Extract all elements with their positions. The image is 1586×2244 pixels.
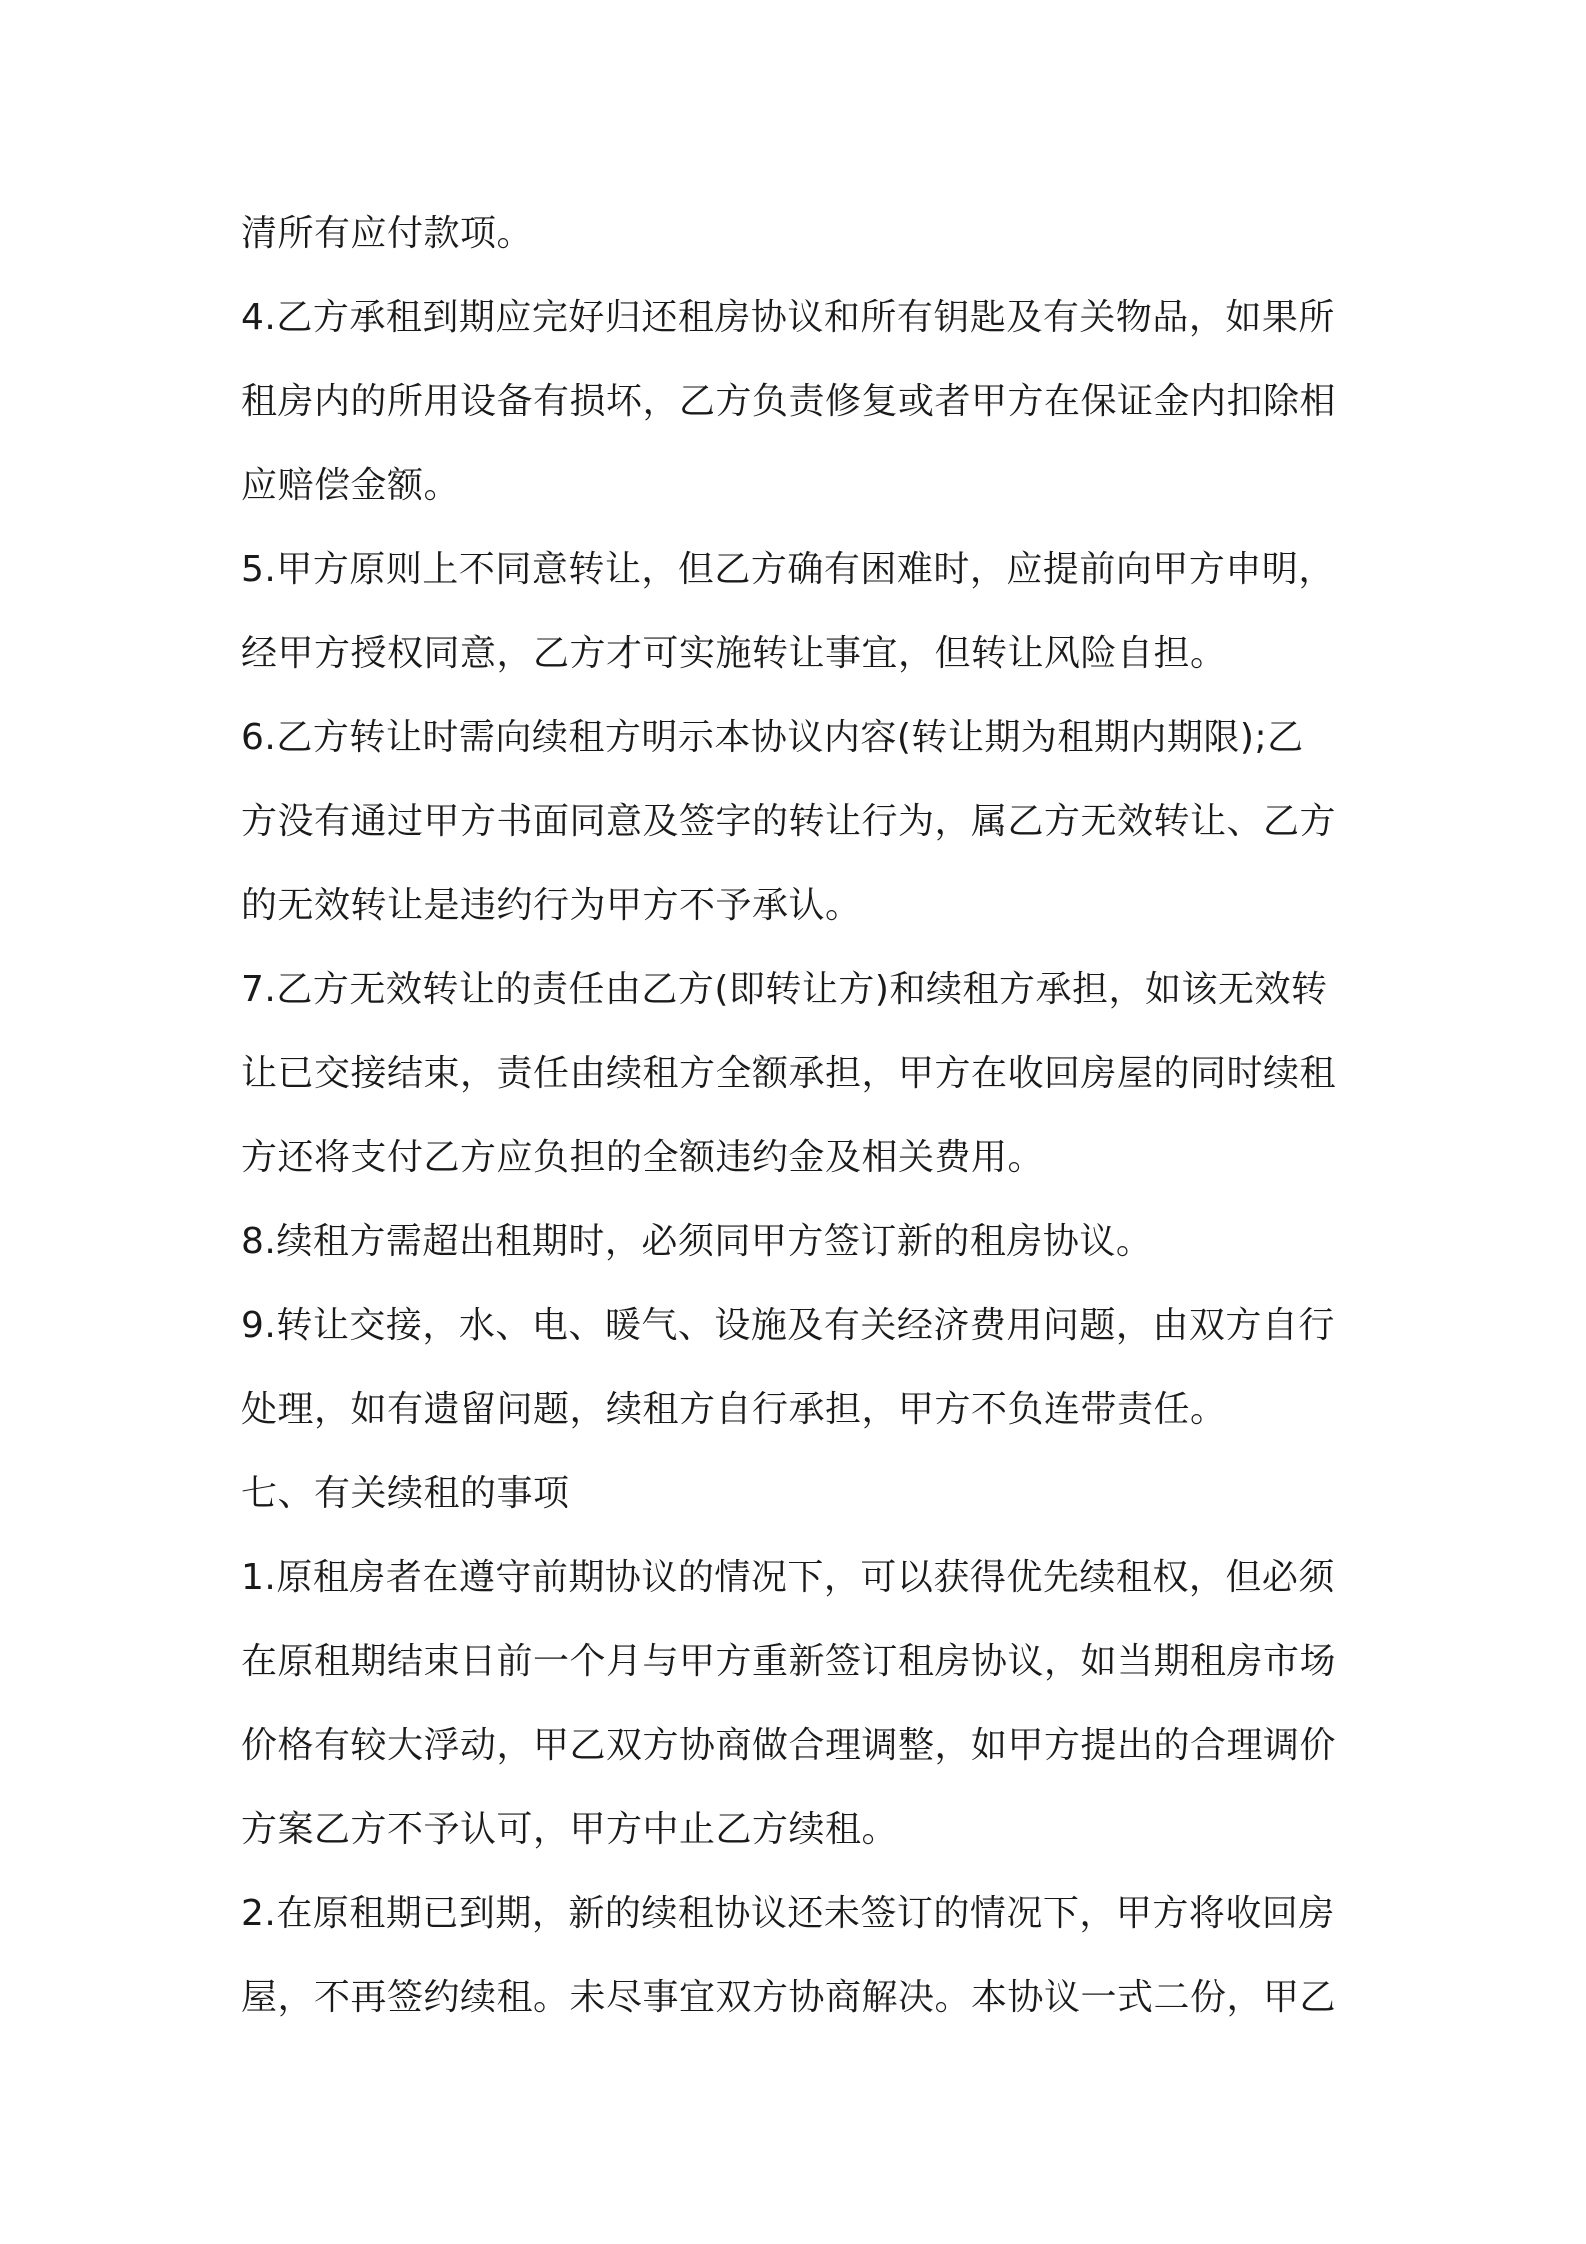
text-line-18: 在原租期结束日前一个月与甲方重新签订租房协议，如当期租房市场	[241, 1641, 1337, 1682]
text-line-1: 清所有应付款项。	[241, 213, 534, 254]
text-line-5: 5.甲方原则上不同意转让，但乙方确有困难时，应提前向甲方申明，	[241, 549, 1335, 590]
section-heading: 七、有关续租的事项	[241, 1473, 570, 1514]
document-body	[241, 192, 1361, 2040]
text-line-2: 4.乙方承租到期应完好归还租房协议和所有钥匙及有关物品，如果所	[241, 297, 1335, 338]
text-line-22: 屋，不再签约续租。未尽事宜双方协商解决。本协议一式二份，甲乙	[241, 1977, 1337, 2018]
text-line-13: 8.续租方需超出租期时，必须同甲方签订新的租房协议。	[241, 1221, 1153, 1262]
text-line-6: 经甲方授权同意，乙方才可实施转让事宜，但转让风险自担。	[241, 633, 1227, 674]
text-line-14: 9.转让交接，水、电、暖气、设施及有关经济费用问题，由双方自行	[241, 1305, 1335, 1346]
text-line-4: 应赔偿金额。	[241, 465, 461, 506]
text-line-8: 方没有通过甲方书面同意及签字的转让行为，属乙方无效转让、乙方	[241, 801, 1337, 842]
text-line-17: 1.原租房者在遵守前期协议的情况下，可以获得优先续租权，但必须	[241, 1557, 1335, 1598]
text-line-11: 让已交接结束，责任由续租方全额承担，甲方在收回房屋的同时续租	[241, 1053, 1337, 1094]
text-line-19: 价格有较大浮动，甲乙双方协商做合理调整，如甲方提出的合理调价	[241, 1725, 1337, 1766]
text-line-9: 的无效转让是违约行为甲方不予承认。	[241, 885, 862, 926]
text-line-20: 方案乙方不予认可，甲方中止乙方续租。	[241, 1809, 899, 1850]
text-line-10: 7.乙方无效转让的责任由乙方(即转让方)和续租方承担，如该无效转	[241, 969, 1328, 1010]
text-line-3: 租房内的所用设备有损坏，乙方负责修复或者甲方在保证金内扣除相	[241, 381, 1337, 422]
text-line-21: 2.在原租期已到期，新的续租协议还未签订的情况下，甲方将收回房	[241, 1893, 1335, 1934]
text-line-15: 处理，如有遗留问题，续租方自行承担，甲方不负连带责任。	[241, 1389, 1227, 1430]
text-line-7: 6.乙方转让时需向续租方明示本协议内容(转让期为租期内期限);乙	[241, 717, 1304, 758]
text-line-12: 方还将支付乙方应负担的全额违约金及相关费用。	[241, 1137, 1045, 1178]
